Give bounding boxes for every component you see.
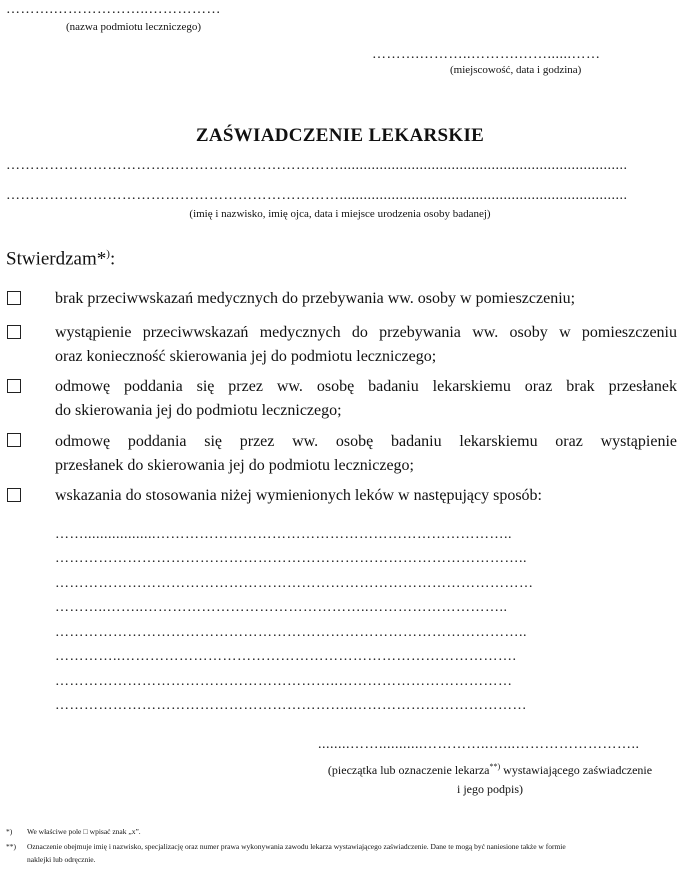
footnote-text: We właściwe pole □ wpisać znak „x”. [27,827,141,836]
option-3-checkbox[interactable] [7,379,21,393]
option-4-text: odmowę poddania się przez ww. osobę badaniu lekarskiemu oraz wystąpienie przesłanek do skierowania jej do podmiotu leczniczego; [55,433,677,474]
person-data-caption: (imię i nazwisko, imię ojca, data i miejsce urodzenia osoby badanej) [189,208,491,220]
statement-heading: Stwierdzam*): [6,248,116,270]
medication-line[interactable]: …………………………………………………………………………………….. [55,625,527,640]
document-title: ZAŚWIADCZENIE LEKARSKIE [195,125,485,146]
option-4-checkbox[interactable] [7,433,21,447]
option-2-text: wystąpienie przeciwwskazań medycznych do przebywania ww. osoby w pomieszczeniu oraz konieczność skierowania jej do podmiotu leczniczego; [55,324,677,365]
footnote-text: Oznaczenie obejmuje imię i nazwisko, specjalizację oraz numer prawa wykonywania zawodu lekarza wystawiającego zaświadczenie. Dane te mogą być naniesione także w formie [27,842,566,851]
medication-line[interactable]: …………………………………………………..……………………………… [55,674,513,689]
facility-name-caption: (nazwa podmiotu leczniczego) [66,21,201,33]
option-2-checkbox[interactable] [7,325,21,339]
medication-line[interactable]: …………………………………………………………………………………….. [55,551,527,566]
option-1-checkbox[interactable] [7,291,21,305]
place-date-field[interactable]: ……….………..……….……......…… [372,47,601,62]
person-data-line-2[interactable]: ……………………………………………………………........................................................................ [6,188,628,203]
medication-line[interactable]: ……………………………………………………………………………………… [55,576,534,591]
signature-caption: (pieczątka lub oznaczenie lekarza**) wystawiającego zaświadczenie i jego podpis) [327,762,653,796]
medication-line[interactable]: …………..………………………………………………………………………. [55,649,517,664]
option-3-text: odmowę poddania się przez ww. osobę badaniu lekarskiemu oraz brak przesłanek do skierowania jej do podmiotu leczniczego; [55,378,677,419]
medication-line[interactable]: ……………………………………………………..……………………………… [55,698,527,713]
footnote-text-continued: naklejki lub odręcznie. [27,855,96,864]
footnote-mark: *) [6,827,13,836]
person-data-line-1[interactable]: ……………………………………………………………........................................................................ [6,158,628,173]
footnote-mark: **) [6,842,16,851]
option-5-checkbox[interactable] [7,488,21,502]
medication-line[interactable]: ………..……..………………………………………..……………………….. [55,600,508,615]
facility-name-field[interactable]: ……….………………..…………… [6,2,221,17]
signature-field[interactable]: ........……...........…………..…...…………………….. [318,737,640,752]
place-date-caption: (miejscowość, data i godzina) [450,64,582,76]
medication-line[interactable]: ……..................……………………………………………………………….. [55,527,512,542]
option-5-text: wskazania do stosowania niżej wymienionych leków w następujący sposób: [55,487,542,504]
option-1-text: brak przeciwwskazań medycznych do przebywania ww. osoby w pomieszczeniu; [55,290,576,307]
